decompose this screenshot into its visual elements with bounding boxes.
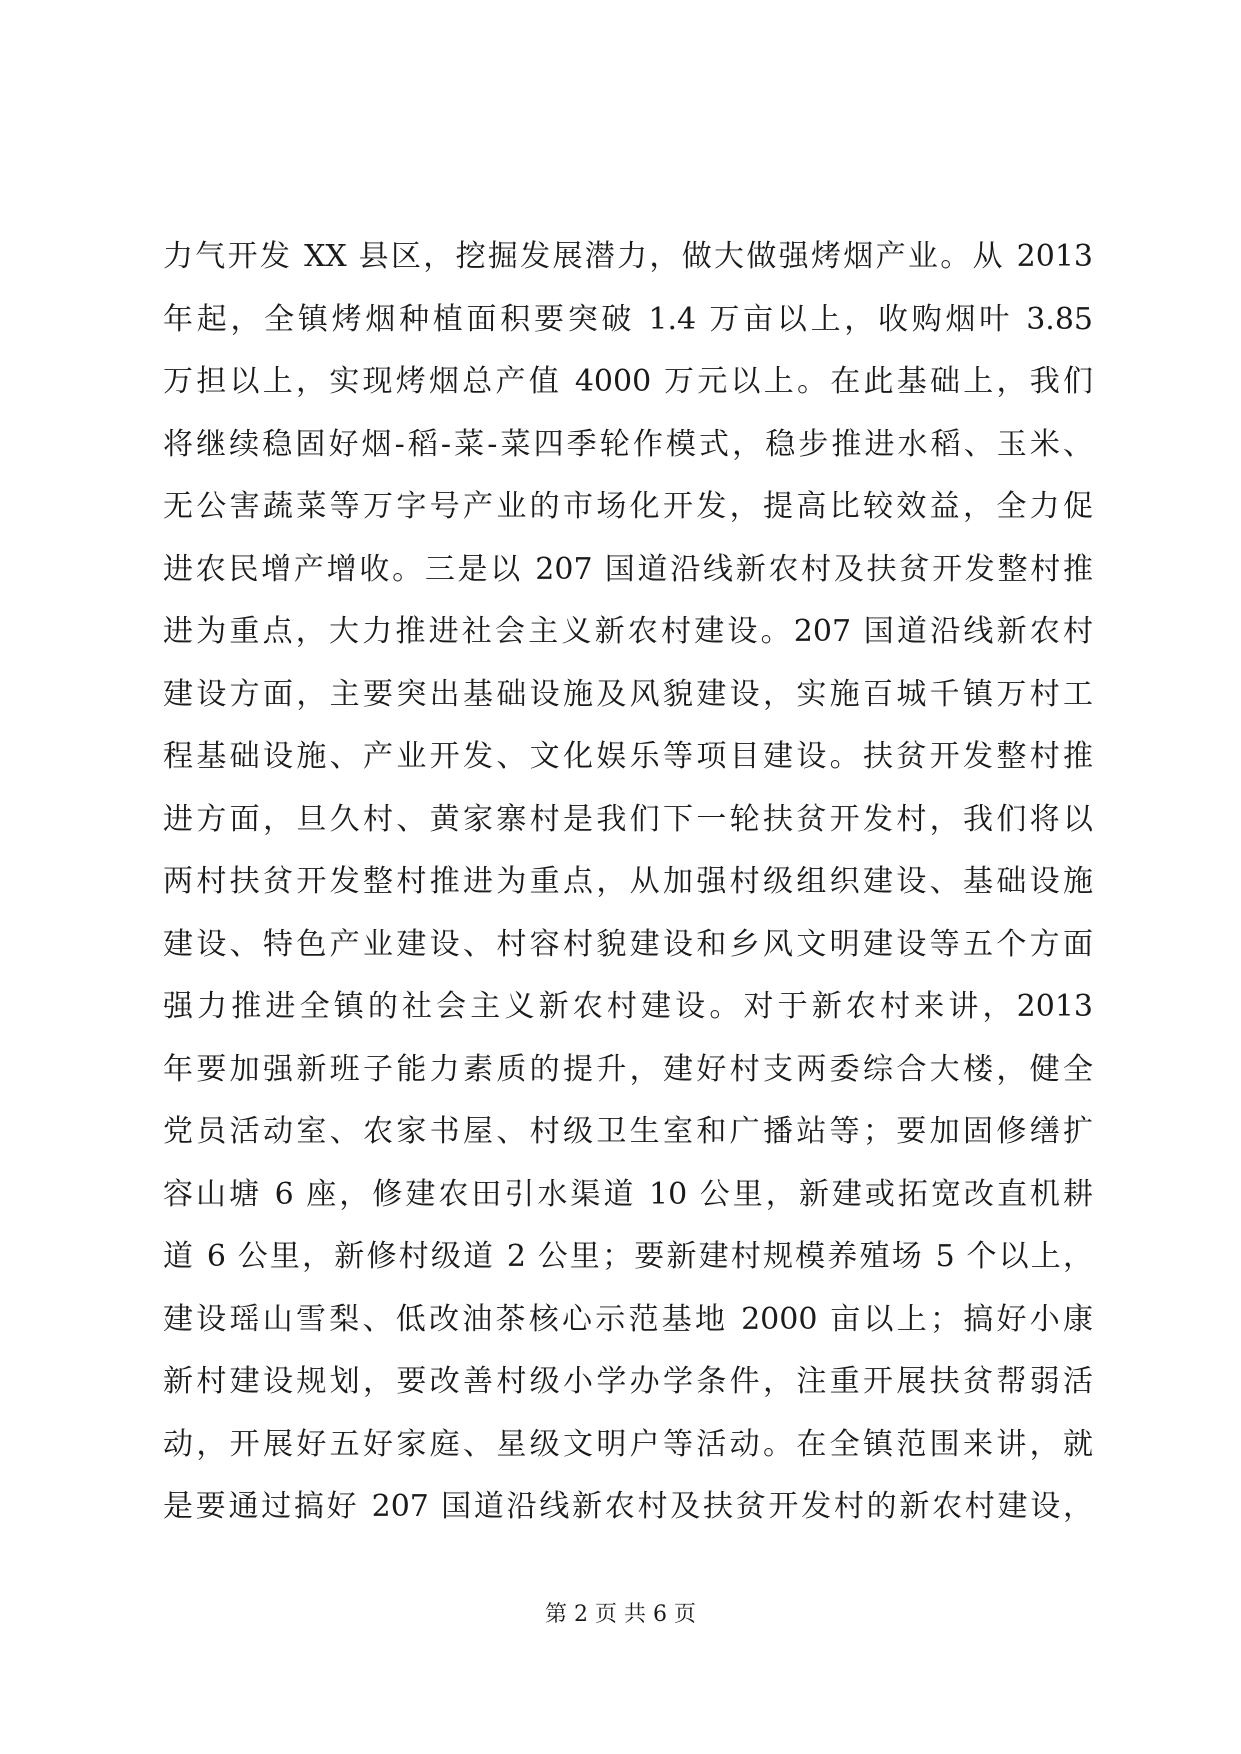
text-line: 道 6 公里，新修村级道 2 公里；要新建村规模养殖场 5 个以上， <box>163 1239 1093 1274</box>
text-line: 是要通过搞好 207 国道沿线新农村及扶贫开发村的新农村建设， <box>163 1489 1093 1524</box>
text-line: 年要加强新班子能力素质的提升，建好村支两委综合大楼，健全 <box>163 1051 1093 1087</box>
body-paragraph <box>163 226 1093 1539</box>
text-line: 强力推进全镇的社会主义新农村建设。对于新农村来讲，2013 <box>163 989 1093 1024</box>
text-line: 程基础设施、产业开发、文化娱乐等项目建设。扶贫开发整村推 <box>163 739 1093 774</box>
text-line: 党员活动室、农家书屋、村级卫生室和广播站等；要加固修缮扩 <box>163 1114 1093 1149</box>
text-line: 无公害蔬菜等万字号产业的市场化开发，提高比较效益，全力促 <box>163 489 1093 524</box>
text-line: 年起，全镇烤烟种植面积要突破 1.4 万亩以上，收购烟叶 3.85 <box>163 301 1093 337</box>
text-line: 建设瑶山雪梨、低改油茶核心示范基地 2000 亩以上；搞好小康 <box>163 1301 1093 1337</box>
text-line: 两村扶贫开发整村推进为重点，从加强村级组织建设、基础设施 <box>163 864 1093 899</box>
text-line: 新村建设规划，要改善村级小学办学条件，注重开展扶贫帮弱活 <box>163 1364 1093 1399</box>
text-line: 进农民增产增收。三是以 207 国道沿线新农村及扶贫开发整村推 <box>163 551 1093 587</box>
page-footer: 第 2 页 共 6 页 <box>545 1602 696 1627</box>
text-line: 力气开发 XX 县区，挖掘发展潜力，做大做强烤烟产业。从 2013 <box>163 239 1093 274</box>
text-line: 建设、特色产业建设、村容村貌建设和乡风文明建设等五个方面 <box>163 926 1093 962</box>
text-line: 动，开展好五好家庭、星级文明户等活动。在全镇范围来讲，就 <box>163 1426 1093 1462</box>
text-line: 将继续稳固好烟-稻-菜-菜四季轮作模式，稳步推进水稻、玉米、 <box>163 426 1093 462</box>
text-line: 进方面，旦久村、黄家寨村是我们下一轮扶贫开发村，我们将以 <box>163 801 1093 837</box>
text-line: 进为重点，大力推进社会主义新农村建设。207 国道沿线新农村 <box>163 614 1093 649</box>
text-line: 容山塘 6 座，修建农田引水渠道 10 公里，新建或拓宽改直机耕 <box>163 1176 1093 1212</box>
text-line: 万担以上，实现烤烟总产值 4000 万元以上。在此基础上，我们 <box>163 364 1093 399</box>
text-line: 建设方面，主要突出基础设施及风貌建设，实施百城千镇万村工 <box>163 676 1093 712</box>
